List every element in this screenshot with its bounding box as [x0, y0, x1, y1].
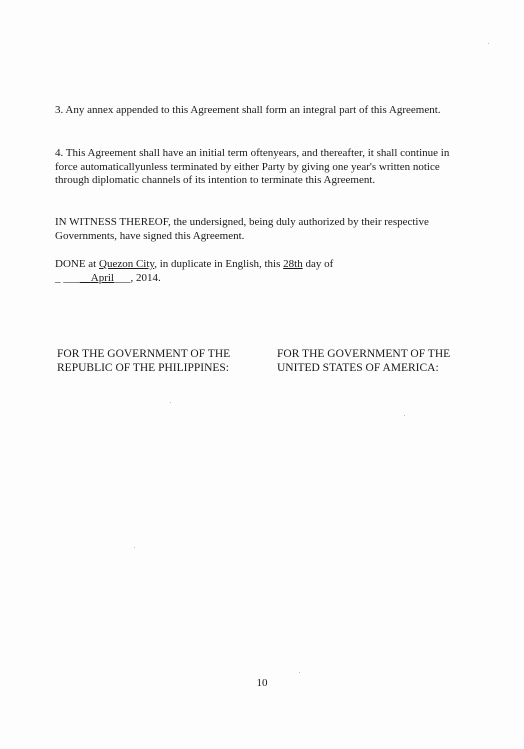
witness-paragraph: IN WITNESS THEREOF, the undersigned, being duly authorized by their respective Governments, have signed this Agreement.: [55, 216, 429, 242]
signature-block-philippines: [57, 347, 267, 375]
page-number: 10: [256, 677, 268, 689]
scan-speck: [170, 402, 171, 403]
sig-right-line2: UNITED STATES OF AMERICA:: [277, 362, 439, 374]
month-blank-leading: _ ___: [55, 271, 80, 284]
done-month-text: April: [90, 271, 114, 284]
month-blank-trailing: ___: [113, 271, 131, 284]
done-at-paragraph: [55, 258, 475, 285]
signature-block-usa: [277, 347, 487, 375]
scan-speck: [299, 672, 300, 673]
scan-speck: [404, 415, 405, 416]
done-day: 28th: [283, 258, 303, 270]
clause-3-paragraph: 3. Any annex appended to this Agreement shall form an integral part of this Agreement.: [55, 104, 441, 116]
sig-right-line1: FOR THE GOVERNMENT OF THE: [277, 348, 451, 360]
scan-speck: [134, 547, 135, 548]
scan-speck: [488, 43, 489, 44]
done-year: , 2014.: [130, 271, 161, 284]
done-middle: , in duplicate in English, this: [154, 258, 284, 270]
done-day-suffix: day of: [302, 258, 334, 270]
sig-left-line1: FOR THE GOVERNMENT OF THE: [57, 348, 231, 360]
done-month: [80, 272, 114, 284]
sig-left-line2: REPUBLIC OF THE PHILIPPINES:: [57, 362, 229, 374]
done-prefix: DONE at: [55, 258, 99, 270]
done-place: Quezon City: [99, 258, 155, 270]
clause-4-paragraph: 4. This Agreement shall have an initial term oftenyears, and thereafter, it shall continue in force automaticallyunless terminated by either Party by giving one year's written notice through diplomatic channels of its intention to terminate this Agreement.: [55, 147, 450, 186]
